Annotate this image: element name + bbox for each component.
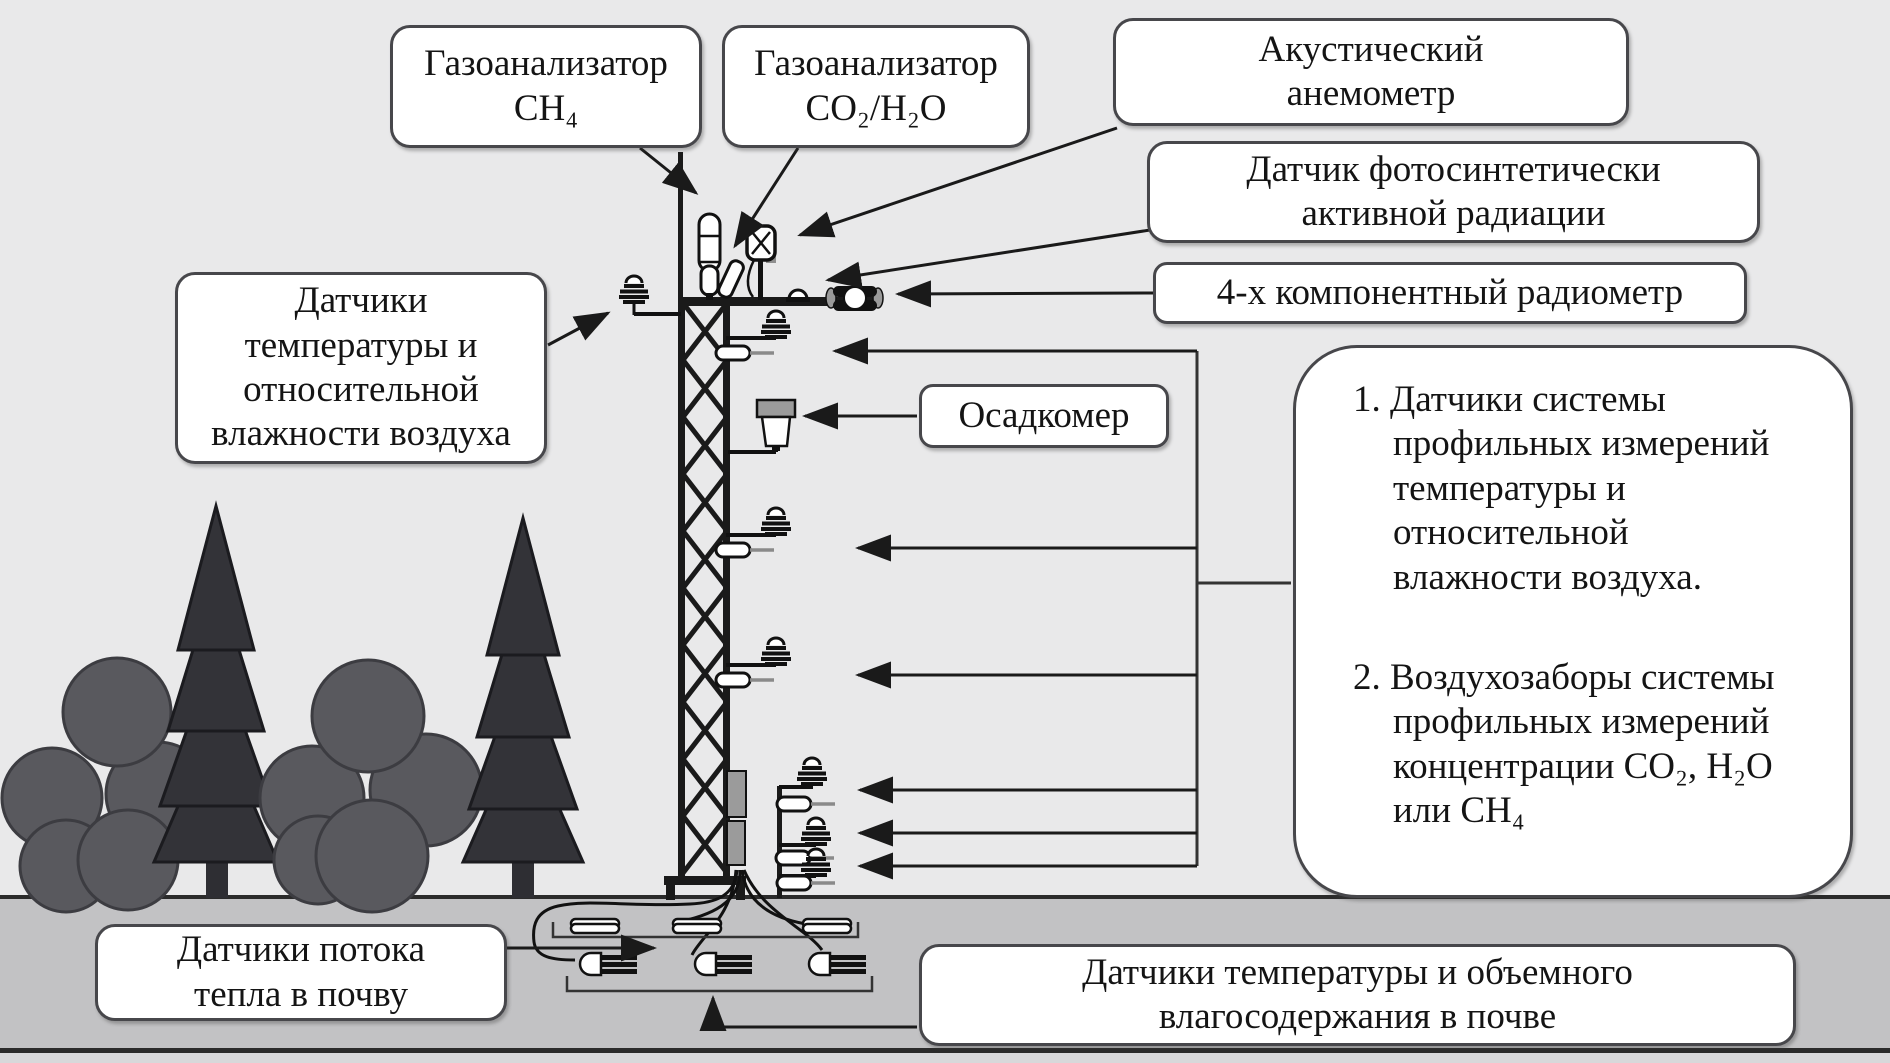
rain-gauge-device [728,400,795,452]
label-text: Газоанализатор [424,43,668,85]
label-text: или CH₄ [1393,790,1525,832]
label-text: 4-х компонентный радиометр [1216,271,1684,313]
legend-item-2 [1353,656,1775,834]
label-text: профильных измерений [1393,423,1770,465]
label-text: температуры и [1393,467,1626,509]
label-box-par-sensor [1147,141,1760,243]
label-text: анемометр [1286,73,1456,114]
label-text: активной радиации [1301,193,1606,234]
label-text: CH₄ [513,87,579,129]
arrow [898,293,1153,294]
arrow [548,313,608,345]
label-text: Датчики [294,280,428,322]
label-box-4component-radiometer [1153,262,1747,324]
label-text: Датчик фотосинтетически [1246,148,1661,190]
label-text: профильных измерений [1393,701,1770,743]
label-text: относительной [243,369,479,410]
label-box-soil-heat-flux [95,924,507,1021]
label-text: относительной [1393,512,1629,554]
label-box-temp-rh-sensors [175,272,547,464]
deciduous-tree [260,660,482,912]
label-box-gas-analyzer-co2-h2o [722,25,1030,148]
conifer-tree [463,518,583,898]
arrow [640,148,696,193]
label-text: Датчики температуры и объемного [1082,951,1633,993]
equipment-box-icon [727,821,745,865]
label-box-gas-analyzer-ch4 [390,25,702,148]
label-text: Акустический [1258,28,1484,70]
near-ground-profile-mast [776,758,835,898]
label-text: Газоанализатор [754,43,998,85]
label-box-sonic-anemometer [1113,18,1629,126]
annotation-arrows [507,128,1197,1027]
lightning-rod-icon [678,152,683,302]
profile-collector-line [1197,351,1291,866]
label-text: влажности воздуха [211,413,511,455]
label-text: 1. Датчики системы [1353,379,1666,420]
flux-tower [664,152,874,900]
arrow [828,230,1150,280]
sonic-anemometer-device [747,226,776,300]
label-text: Осадкомер [958,394,1130,436]
co2-h2o-analyzer-device [717,259,746,299]
label-box-soil-temp-moisture [919,944,1796,1046]
label-text: Датчики потока [176,929,426,971]
net-radiometer-device [826,286,883,311]
forest-trees [2,506,583,912]
label-text: CO₂/H₂O [805,87,947,129]
label-box-profile-legend [1293,345,1853,898]
conifer-tree [154,506,278,898]
label-text: тепла в почву [194,973,408,1015]
label-text: 2. Воздухозаборы системы [1353,656,1775,698]
equipment-box-icon [727,771,746,817]
label-text: влажности воздуха. [1393,556,1702,598]
label-text: концентрации CO₂, H₂O [1393,745,1773,787]
legend-item-1 [1353,378,1769,600]
temp-rh-radiation-shield-device [619,276,681,315]
label-text: температуры и [244,324,478,366]
ch4-analyzer-device [699,214,720,300]
label-box-rain-gauge [919,384,1169,448]
label-text: влагосодержания в почве [1158,996,1557,1037]
par-sensor-device [786,290,810,302]
